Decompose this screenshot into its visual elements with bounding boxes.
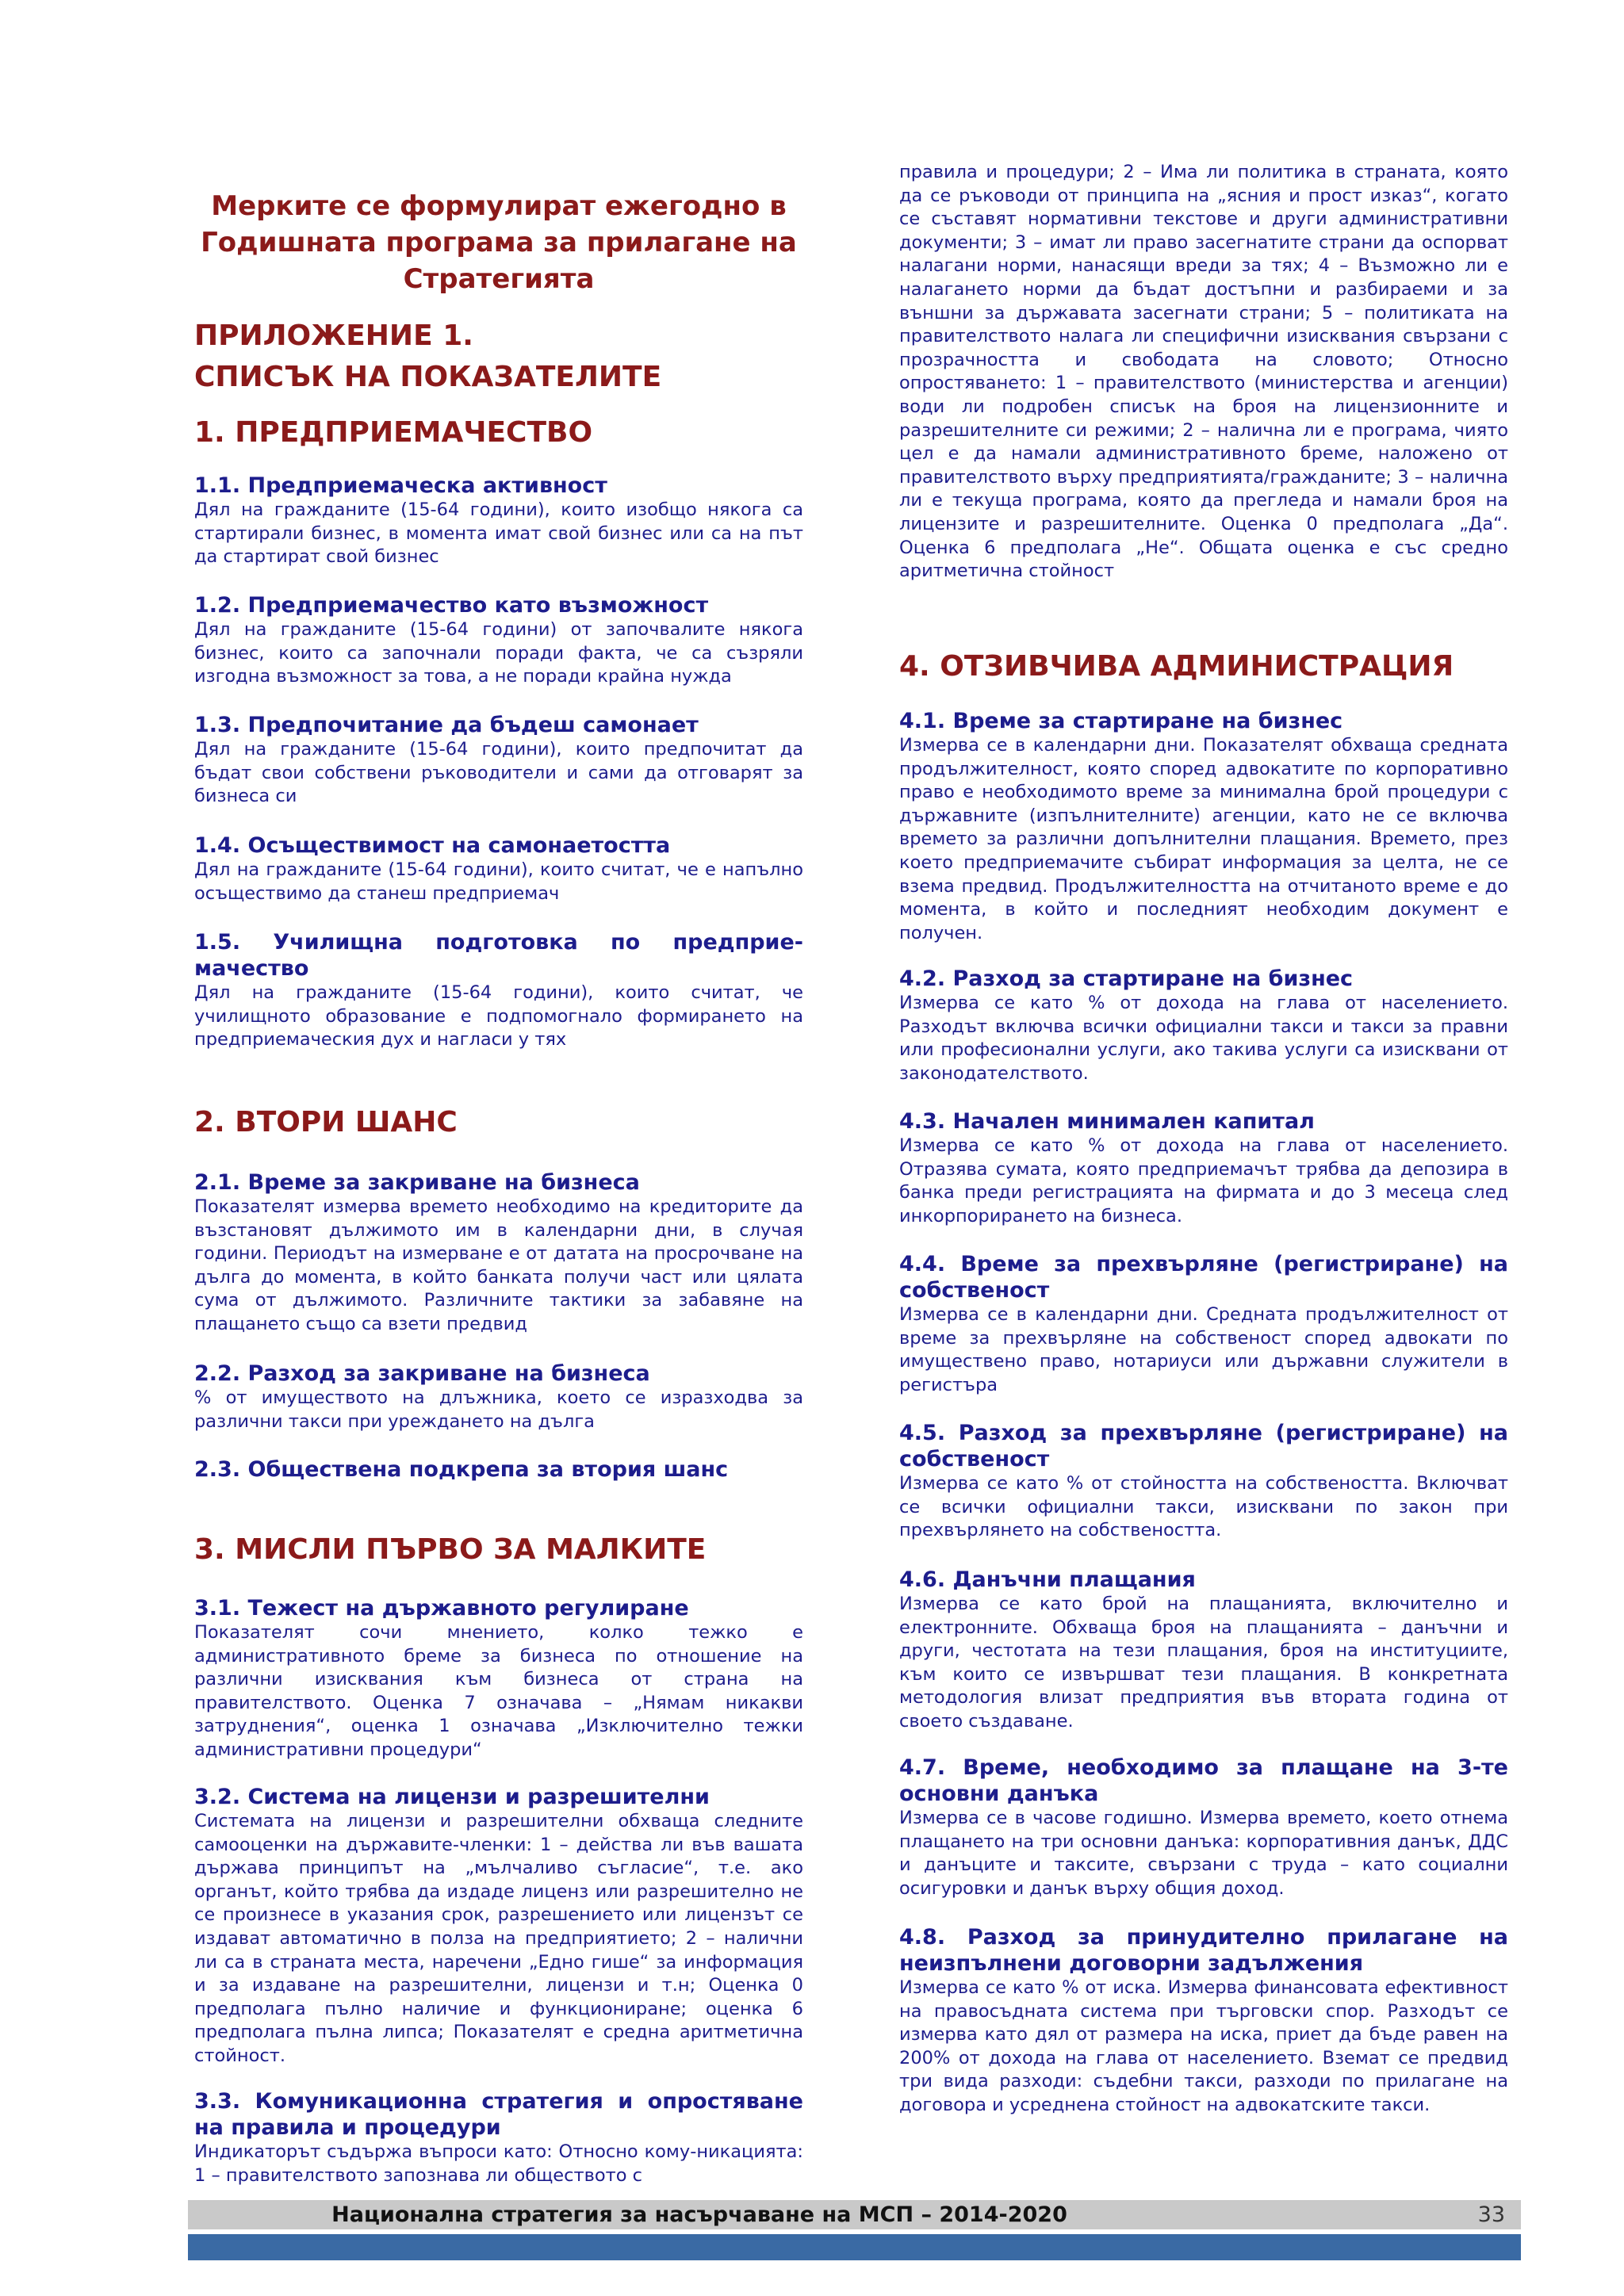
indicator-3-1-title: 3.1. Тежест на държавното регулиране (194, 1596, 689, 1621)
indicator-1-4 (194, 832, 803, 905)
annex-heading (194, 316, 803, 398)
indicator-4-6-title: 4.6. Данъчни плащания (899, 1567, 1196, 1592)
indicator-2-1-title: 2.1. Време за закриване на бизнеса (194, 1170, 640, 1195)
indicator-1-3 (194, 712, 803, 809)
indicator-4-8 (899, 1924, 1508, 2118)
indicator-3-1-text: Показателят сочи мнението, колко тежко е административното бреме за бизнеса по отношение на различни изисквания към бизнеса от страна на правителството. Оценка 7 означава – „Нямам никакви затруднения“, оценка 1 означава „Изключително тежки административни процедури“ (194, 1622, 803, 1760)
page-number: 33 (1477, 2202, 1505, 2227)
indicator-4-8-title: 4.8. Разход за принудително прилагане на неизпълнени договорни задължения (899, 1925, 1508, 1976)
footer-title: Национална стратегия за насърчаване на МСП – 2014-2020 (331, 2202, 1067, 2227)
indicator-4-3 (899, 1108, 1508, 1228)
indicator-4-5 (899, 1420, 1508, 1543)
indicator-4-2 (899, 966, 1508, 1085)
indicator-4-8-text: Измерва се като % от иска. Измерва финансовата ефективност на правосъдната система при търговски спор. Разходът се измерва като дял от размера на иска, приет да бъде равен на 200% от дохода на глава от населението. Вземат се предвид три вида разходи: съдебни такси, разходи по прилагане на договора и усреднена стойност на адвокатските такси. (899, 1977, 1508, 2115)
indicator-4-2-title: 4.2. Разход за стартиране на бизнес (899, 966, 1354, 991)
indicator-2-1 (194, 1169, 803, 1337)
section-3-heading: 3. МИСЛИ ПЪРВО ЗА МАЛКИТЕ (194, 1533, 707, 1566)
indicator-1-3-text: Дял на гражданите (15-64 години), които предпочитат да бъдат свои собствени ръководители и сами да отговарят за бизнеса си (194, 739, 803, 807)
footer-stripe (188, 2234, 1521, 2260)
indicator-1-1-text: Дял на гражданите (15-64 години), които изобщо някога са стартирали бизнес, в момента имат свой бизнес или са на път да стартират свой бизнес (194, 499, 803, 568)
indicator-3-2-title: 3.2. Система на лицензи и разрешителни (194, 1785, 710, 1809)
indicator-4-4 (899, 1251, 1508, 1397)
page-footer (188, 2200, 1521, 2229)
intro-heading: Мерките се формулират ежегодно в Годишната програма за прилагане на Стратегията (201, 190, 797, 295)
indicator-1-5 (194, 929, 803, 1052)
indicator-2-2-text: % от имуществото на длъжника, което се изразходва за различни такси при уреждането на дълга (194, 1387, 803, 1432)
indicator-1-1-title: 1.1. Предприемаческа активност (194, 473, 607, 498)
indicator-4-4-text: Измерва се в календарни дни. Средната продължителност от време за прехвърляне на собственост според адвокати по имуществено право, нотариуси или държавни служители в регистъра (899, 1304, 1508, 1395)
indicator-4-7-text: Измерва се в часове годишно. Измерва времето, което отнема плащането на три основни данъка: корпоративния данък, ДДС и данъците и таксите, свързани с труда – като социални осигуровки и данък върху общия доход. (899, 1808, 1508, 1899)
indicator-3-2-text: Системата на лицензи и разрешителни обхваща следните самооценки на държавите-членки: 1 – действа ли във вашата държава принципът на „мълчаливо съгласие“, т.е. ако органът, който трябва да издаде лиценз или разрешително не се произнесе в указания срок, разрешението или лицензът се издават автоматично в полза на предприятието; 2 – налични ли са в страната места, наречени „Едно гише“ за информация и за издаване на разрешителни, лицензи и т.н; Оценка 0 предполага пълно наличие и функциониране; оценка 6 предполага пълна липса; Показателят е средна аритметична стойност. (194, 1811, 803, 2066)
section-4-heading: 4. ОТЗИВЧИВА АДМИНИСТРАЦИЯ (899, 650, 1454, 683)
indicator-3-1 (194, 1595, 803, 1762)
indicator-2-3-title: 2.3. Обществена подкрепа за втория шанс (194, 1457, 729, 1482)
section-2-heading: 2. ВТОРИ ШАНС (194, 1106, 458, 1138)
indicator-1-1 (194, 473, 803, 569)
indicator-3-2 (194, 1784, 803, 2068)
indicator-4-1-text: Измерва се в календарни дни. Показателят обхваща средната продължителност, която според адвокатите по корпоративно право е необходимото време за минимална брой процедури с държавните (изпълнителните) агенции, като не се включва времето за различни допълнителни плащания. Времето, през което предприемачите събират информация за целта, не се взема предвид. Продължителността на отчитаното време е до момента, в който и последният необходим документ е получен. (899, 735, 1508, 943)
indicator-4-5-title: 4.5. Разход за прехвърляне (регистриране) на собственост (899, 1421, 1508, 1471)
indicator-3-3-title: 3.3. Комуникационна стратегия и опростяване на правила и процедури (194, 2089, 803, 2140)
indicator-3-3-continued-text: правила и процедури; 2 – Има ли политика в страната, която да се ръководи от принципа на „ясния и прост изказ“, когато се съставят нормативни текстове и други административни документи; 3 – имат ли право засегнатите страни да оспорват налагани норми, нанасящи вреди за тях; 4 – Възможно ли е налагането норми да бъдат достъпни и разбираеми и за външни за държавата засегнати страни; 5 – политиката на правителството налага ли специфични изисквания свързани с прозрачността и свободата на словото; Относно опростяването: 1 – правителството (министерства и агенции) води ли подробен списък на броя на лицензионните и разрешителните си режими; 2 – налична ли е програма, чиято цел е да намали административното бреме, наложено от правителството върху предприятията/гражданите; 3 – налична ли е текуща програма, която да прегледа и намали броя на лицензите и разрешителните. Оценка 0 предполага „Да“. Оценка 6 предполага „Не“. Общата оценка е със средно аритметична стойност (899, 162, 1508, 582)
indicator-4-7 (899, 1755, 1508, 1900)
indicator-1-5-title: 1.5. Училищна подготовка по предприе-мачество (194, 930, 803, 981)
indicator-1-5-text: Дял на гражданите (15-64 години), които считат, че училищното образование е подпомогнало формирането на предприемаческия дух и нагласи у тях (194, 982, 803, 1050)
indicator-4-4-title: 4.4. Време за прехвърляне (регистриране) на собственост (899, 1252, 1508, 1303)
indicator-4-6 (899, 1567, 1508, 1734)
indicator-1-2-text: Дял на гражданите (15-64 години) от започвалите някога бизнес, които са започнали поради факта, че са съзряли изгодна възможност за това, а не поради крайна нужда (194, 619, 803, 687)
indicator-4-1-title: 4.1. Време за стартиране на бизнес (899, 709, 1343, 733)
indicator-3-3 (194, 2088, 803, 2187)
indicator-3-3-text: Индикаторът съдържа въпроси като: Относно кому-никацията: 1 – правителството запознава ли обществото с (194, 2141, 803, 2186)
annex-line-1: ПРИЛОЖЕНИЕ 1. (194, 320, 473, 352)
indicator-2-2-title: 2.2. Разход за закриване на бизнеса (194, 1361, 650, 1386)
indicator-4-3-title: 4.3. Начален минимален капитал (899, 1109, 1315, 1134)
indicator-2-2 (194, 1360, 803, 1433)
indicator-4-3-text: Измерва се като % от дохода на глава от населението. Отразява сумата, която предприемачът трябва да депозира в банка преди регистрацията на фирмата и до 3 месеца след инкорпорирането на бизнеса. (899, 1135, 1508, 1226)
indicator-1-3-title: 1.3. Предпочитание да бъдеш самонает (194, 713, 699, 737)
indicator-4-7-title: 4.7. Време, необходимо за плащане на 3-те основни данъка (899, 1755, 1508, 1806)
indicator-2-3 (194, 1456, 803, 1483)
indicator-4-6-text: Измерва се като брой на плащанията, включително и електронните. Обхваща броя на плащанията – данъчни и други, честотата на тези плащания, броя на институциите, към които се извършват тези плащания. В конкретната методология влизат предприятия във втората година от своето създаване. (899, 1594, 1508, 1732)
indicator-1-4-text: Дял на гражданите (15-64 години), които считат, че е напълно осъществимо да станеш предприемач (194, 859, 803, 904)
annex-line-2: СПИСЪК НА ПОКАЗАТЕЛИТЕ (194, 361, 662, 393)
indicator-1-2-title: 1.2. Предприемачество като възможност (194, 593, 709, 618)
indicator-1-4-title: 1.4. Осъществимост на самонаетостта (194, 833, 671, 858)
indicator-4-2-text: Измерва се като % от дохода на глава от населението. Разходът включва всички официални такси и такси за правни или професионални услуги, ако такива услуги са изисквани от законодателството. (899, 993, 1508, 1084)
indicator-4-1 (899, 708, 1508, 945)
indicator-2-1-text: Показателят измерва времето необходимо на кредиторите да възстановят дължимото им в календарни дни, в случая години. Периодът на измерване е от датата на просрочване на дълга до момента, в който банката получи част или цялата сума от дължимото. Различните тактики за забавяне на плащането също са взети предвид (194, 1196, 803, 1334)
indicator-1-2 (194, 592, 803, 689)
section-1-heading: 1. ПРЕДПРИЕМАЧЕСТВО (194, 416, 593, 449)
indicator-4-5-text: Измерва се като % от стойността на собствеността. Включват се всички официални такси, изисквани по закон при прехвърлянето на собствеността. (899, 1473, 1508, 1541)
